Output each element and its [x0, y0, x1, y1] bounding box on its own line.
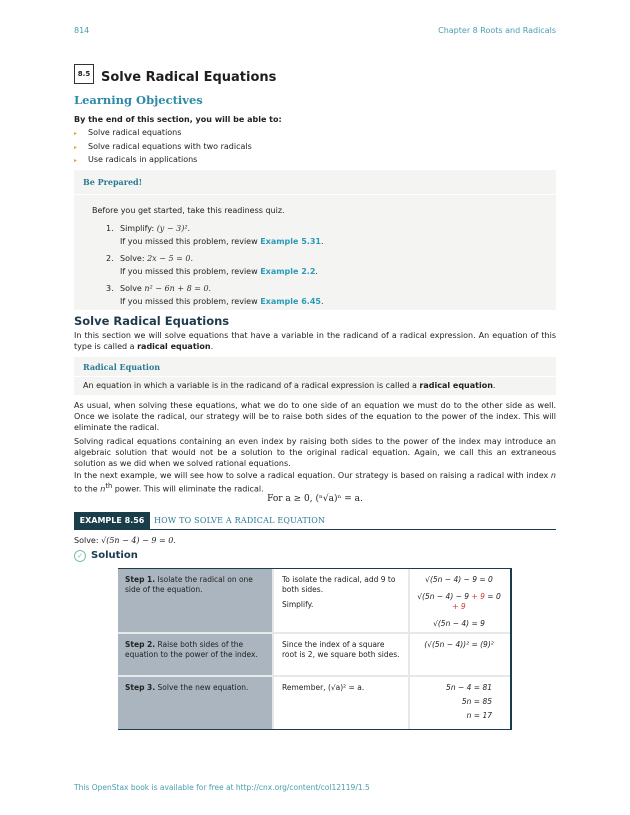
question-number: 1.	[106, 224, 114, 233]
review-text: If you missed this problem, review	[120, 267, 261, 276]
work-line	[414, 592, 504, 612]
step-number: Step 1.	[125, 575, 156, 584]
paragraph-extraneous: Solving radical equations containing an even index by raising both sides to the power of the index may introduce an algebraic solution that would not be a solution to the original radical equation. Again, we call this an extraneous solution as we did when we solved rational equations.	[74, 437, 556, 468]
question-prompt: Solve	[120, 284, 142, 293]
step-3-work	[410, 677, 508, 727]
paragraph-punct: .	[210, 342, 214, 351]
step-1-explanation	[275, 569, 408, 616]
page-number: 814	[74, 26, 90, 35]
explanation-text: Remember, (√a)² = a.	[282, 683, 365, 692]
objectives-intro: By the end of this section, you will be able to:	[74, 115, 282, 124]
work-line: 5n − 4 = 81	[446, 683, 492, 692]
column-divider	[272, 569, 274, 729]
question-prompt: Solve:	[120, 254, 145, 263]
solve-prompt	[74, 536, 176, 545]
solution-steps-table	[118, 568, 512, 730]
definition-punct: .	[492, 381, 496, 390]
question-number: 3.	[106, 284, 114, 293]
example-link[interactable]: Example 6.45	[260, 297, 321, 306]
step-description: Solve the new equation.	[155, 683, 249, 692]
question-math: 2x − 5 = 0.	[147, 254, 193, 263]
explanation-text: Since the index of a square root is 2, we square both sides.	[282, 640, 400, 659]
definition-divider	[74, 376, 556, 377]
superscript-th: th	[105, 482, 113, 490]
step-3-explanation	[275, 677, 408, 699]
paragraph-text: In this section we will solve equations that have a variable in the radicand of a radical expression. An equation of this type is called a	[74, 331, 556, 351]
learning-objectives-heading: Learning Objectives	[74, 93, 203, 107]
list-item: ▸ Use radicals in applications	[74, 154, 252, 168]
section-title: Solve Radical Equations	[101, 70, 277, 85]
paragraph-text: to the	[74, 484, 101, 494]
work-line: n = 17	[466, 711, 492, 720]
be-prepared-title: Be Prepared!	[83, 177, 143, 187]
objectives-list	[74, 127, 252, 168]
step-number: Step 3.	[125, 683, 156, 692]
step-2-cell	[118, 634, 272, 675]
check-circle-icon: ✓	[74, 550, 86, 562]
list-item: ▸ Solve radical equations	[74, 127, 252, 141]
review-text: If you missed this problem, review	[120, 237, 261, 246]
section-number-box: 8.5	[74, 64, 94, 84]
be-prepared-box	[74, 170, 556, 310]
step-3-cell	[118, 677, 272, 729]
example-bar	[74, 512, 556, 530]
solution-label: Solution	[91, 550, 138, 561]
definition-title: Radical Equation	[83, 362, 161, 372]
solve-equation: √(5n − 4) − 9 = 0.	[101, 536, 176, 545]
example-label: EXAMPLE 8.56	[74, 512, 150, 529]
solve-label: Solve:	[74, 536, 99, 545]
quiz-question-2	[106, 252, 318, 278]
chapter-header: Chapter 8 Roots and Radicals	[438, 26, 556, 35]
work-line: 5n = 85	[461, 697, 492, 706]
review-punct: .	[320, 297, 324, 306]
paragraph-text: power. This will eliminate the radical.	[112, 484, 264, 494]
explanation-text: To isolate the radical, add 9 to both sides.	[282, 575, 396, 594]
question-math: n² − 6n + 8 = 0.	[144, 284, 212, 293]
review-punct: .	[315, 267, 318, 276]
explanation-text: Simplify.	[282, 600, 314, 609]
be-prepared-header	[74, 170, 556, 195]
example-title: HOW TO SOLVE A RADICAL EQUATION	[154, 516, 326, 525]
definition-body: An equation in which a variable is in the radicand of a radical expression is called a	[83, 381, 420, 390]
step-number: Step 2.	[125, 640, 156, 649]
step-description: Isolate the radical on one side of the equation.	[125, 575, 253, 594]
work-added: + 9	[469, 592, 485, 601]
page-footer: This OpenStax book is available for free at http://cnx.org/content/col12119/1.5	[74, 783, 370, 792]
definition-box	[74, 357, 556, 395]
bold-term: radical equation	[137, 342, 211, 351]
work-line: √(5n − 4) − 9 = 0	[425, 575, 493, 584]
question-number: 2.	[106, 254, 114, 263]
example-link[interactable]: Example 5.31	[260, 237, 321, 246]
quiz-question-1	[106, 222, 324, 248]
readiness-intro: Before you get started, take this readiness quiz.	[92, 206, 285, 215]
question-prompt: Simplify:	[120, 224, 155, 233]
review-text: If you missed this problem, review	[120, 297, 261, 306]
solve-radical-heading: Solve Radical Equations	[74, 314, 230, 328]
definition-text	[83, 381, 495, 390]
step-description: Raise both sides of the equation to the power of the index.	[125, 640, 258, 659]
quiz-question-3	[106, 282, 324, 308]
work-part: √(5n − 4) − 9	[417, 592, 470, 601]
work-line: (√(5n − 4))² = (9)²	[424, 640, 494, 649]
radical-power-formula: For a ≥ 0, (ⁿ√a)ⁿ = a.	[267, 494, 363, 504]
step-2-explanation	[275, 634, 408, 666]
work-part: = 0	[484, 592, 501, 601]
paragraph-next-example: In the next example, we will see how to solve a radical equation. Our strategy is based on raising a radical with index n to the $n^{th}$ power. This will eliminate the radical.	[74, 471, 556, 494]
example-link[interactable]: Example 2.2	[260, 267, 316, 276]
question-math: (y − 3)².	[156, 224, 191, 233]
step-2-work	[410, 634, 508, 663]
work-line: √(5n − 4) = 9	[433, 619, 485, 628]
paragraph-text: In the next example, we will see how to solve a radical equation. Our strategy is based on raising a radical with index	[74, 471, 551, 480]
step-1-cell	[118, 569, 272, 632]
bold-term: radical equation	[419, 381, 493, 390]
review-punct: .	[320, 237, 324, 246]
italic-n: n	[550, 471, 556, 480]
work-added: + 9	[452, 602, 466, 611]
list-item: ▸ Solve radical equations with two radicals	[74, 141, 252, 155]
paragraph-strategy: As usual, when solving these equations, what we do to one side of an equation we must do to the other side as well. Once we isolate the radical, our strategy will be to raise both sides of the equation to the power of the index. This will eliminate the radical.	[74, 401, 556, 432]
intro-paragraph	[74, 330, 556, 352]
